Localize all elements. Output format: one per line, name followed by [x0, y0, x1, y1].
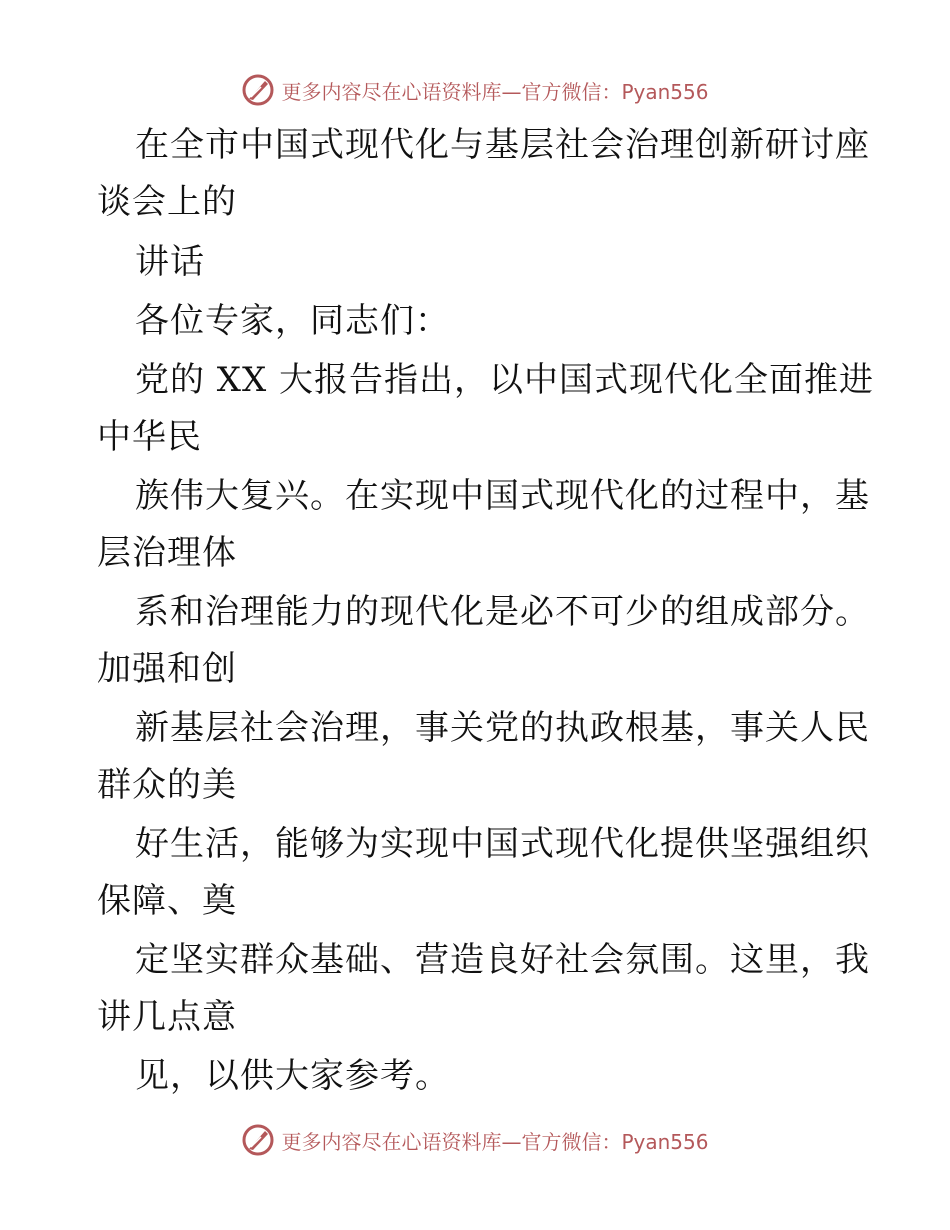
doc-line: 加强和创 [97, 649, 237, 689]
doc-line: 新基层社会治理，事关党的执政根基，事关人民 [135, 708, 870, 748]
doc-line: 层治理体 [97, 533, 237, 573]
doc-line: 系和治理能力的现代化是必不可少的组成部分。 [135, 592, 870, 632]
doc-line: 党的 XX 大报告指出，以中国式现代化全面推进 [135, 360, 875, 400]
doc-line: 定坚实群众基础、营造良好社会氛围。这里，我 [135, 940, 870, 980]
doc-line: 各位专家，同志们： [135, 301, 450, 341]
doc-line: 讲话 [135, 242, 205, 282]
doc-line: 群众的美 [97, 765, 237, 805]
doc-line: 讲几点意 [97, 997, 237, 1037]
doc-line: 中华民 [97, 417, 202, 457]
feather-pen-logo-icon [241, 73, 275, 107]
header-watermark [0, 70, 950, 110]
doc-line: 族伟大复兴。在实现中国式现代化的过程中，基 [135, 476, 870, 516]
watermark-text: 更多内容尽在心语资料库—官方微信：Pyan556 [281, 1129, 709, 1154]
doc-line: 在全市中国式现代化与基层社会治理创新研讨座 [135, 125, 870, 165]
watermark-text: 更多内容尽在心语资料库—官方微信：Pyan556 [281, 79, 709, 104]
doc-line: 保障、奠 [97, 881, 237, 921]
doc-line: 见，以供大家参考。 [135, 1056, 450, 1096]
doc-line: 好生活，能够为实现中国式现代化提供坚强组织 [135, 824, 870, 864]
footer-watermark [0, 1120, 950, 1160]
feather-pen-logo-icon [241, 1123, 275, 1157]
doc-line: 谈会上的 [97, 182, 237, 222]
